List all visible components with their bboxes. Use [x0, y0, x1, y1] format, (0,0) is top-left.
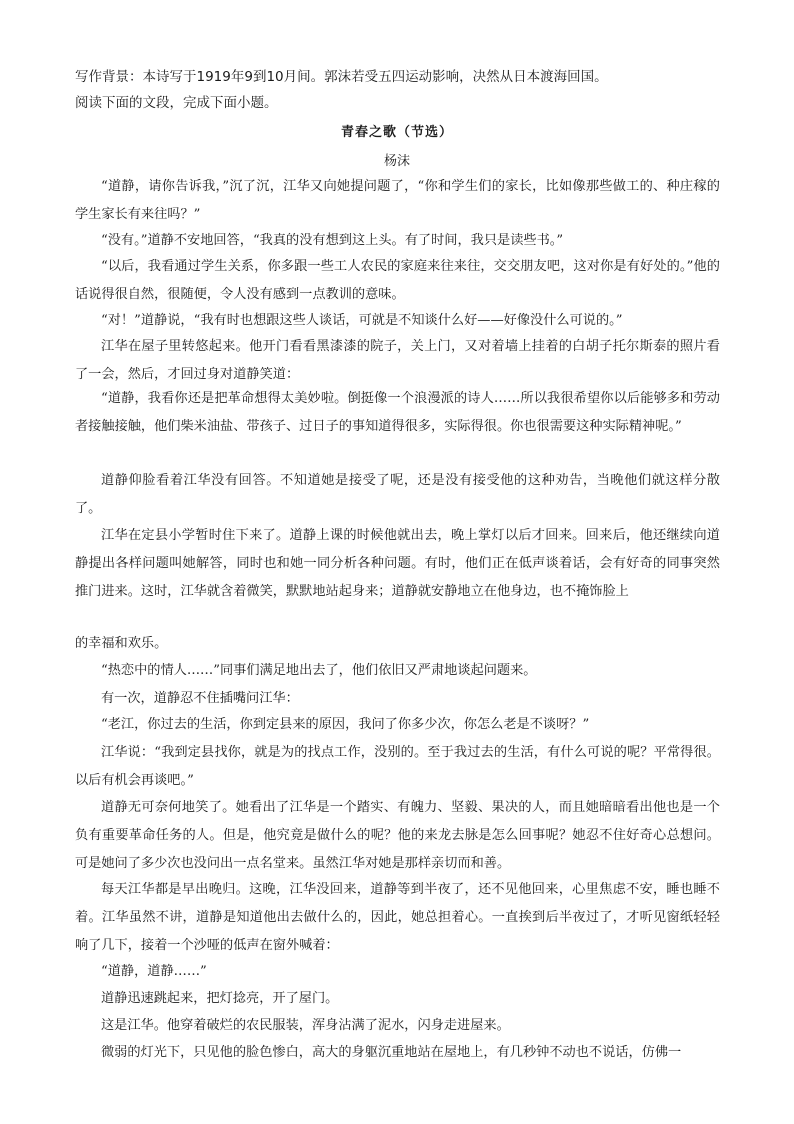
paragraph: 的幸福和欢乐。 — [75, 636, 168, 651]
paragraph: “热恋中的情人……”同事们满足地出去了，他们依旧又严肃地谈起问题来。 — [101, 663, 537, 678]
paragraph: 江华在定县小学暂时住下来了。道静上课的时候他就出去，晚上掌灯以后才回来。回来后，他还继续向道静提出各样问题叫她解答，同时也和她一同分析各种问题。有时，他们正在低声谈着话，会有好奇的同事突然推门进来。这时，江华就含着微笑，默默地站起身来；道静就安静地立在他身边，也不掩饰脸上 — [75, 528, 720, 599]
paragraph: “以后，我看通过学生关系，你多跟一些工人农民的家庭来往来往，交交朋友吧，这对你是有好处的。”他的话说得很自然，很随便，令人没有感到一点教训的意味。 — [75, 259, 720, 302]
article-author: 杨沫 — [383, 154, 410, 169]
paragraph: 道静迅速跳起来，把灯捻亮，开了屋门。 — [101, 991, 339, 1006]
paragraph: 每天江华都是早出晚归。这晚，江华没回来，道静等到半夜了，还不见他回来，心里焦虑不安，睡也睡不着。江华虽然不讲，道静是知道他出去做什么的，因此，她总担着心。一直挨到后半夜过了，才听见窗纸轻轻响了几下，接着一个沙哑的低声在窗外喊着： — [75, 882, 720, 953]
paragraph: 江华说：“我到定县找你，就是为的找点工作，没别的。至于我过去的生活，有什么可说的呢？平常得很。以后有机会再谈吧。” — [75, 745, 720, 788]
paragraph: 江华在屋子里转悠起来。他开门看看黑漆漆的院子，关上门，又对着墙上挂着的白胡子托尔斯泰的照片看了一会，然后，才回过身对道静笑道： — [75, 339, 720, 382]
paragraph: 有一次，道静忍不住插嘴问江华： — [101, 691, 299, 706]
paragraph: 这是江华。他穿着破烂的农民服装，浑身沾满了泥水，闪身走进屋来。 — [101, 1018, 510, 1033]
paragraph: 道静仰脸看着江华没有回答。不知道她是接受了呢，还是没有接受他的这种劝告，当晚他们就这样分散了。 — [75, 473, 720, 516]
paragraph: 道静无可奈何地笑了。她看出了江华是一个踏实、有魄力、坚毅、果决的人，而且她暗暗看出他也是一个负有重要革命任务的人。但是，他究竟是做什么的呢？他的来龙去脉是怎么回事呢？她忍不住好奇心总想问。可是她问了多少次也没问出一点名堂来。虽然江华对她是那样亲切而和善。 — [75, 800, 720, 871]
article-title: 青春之歌（节选） — [340, 125, 453, 140]
paragraph: 微弱的灯光下，只见他的脸色惨白，高大的身躯沉重地站在屋地上，有几秒钟不动也不说话，仿佛一 — [101, 1045, 682, 1060]
instruction-text: 阅读下面的文段，完成下面小题。 — [75, 95, 278, 111]
paragraph: “没有。”道静不安地回答，“我真的没有想到这上头。有了时间，我只是读些书。” — [101, 233, 564, 248]
paragraph: “道静，请你告诉我，”沉了沉，江华又向她提问题了，“你和学生们的家长，比如像那些做工的、种庄稼的学生家长有来往吗？” — [75, 179, 720, 222]
paragraph: “对！”道静说，“我有时也想跟这些人谈话，可就是不知谈什么好——好像没什么可说的。” — [101, 313, 623, 328]
background-note: 写作背景：本诗写于1919年9到10月间。郭沫若受五四运动影响，决然从日本渡海回国。 — [75, 69, 608, 85]
paragraph: “道静，道静……” — [101, 964, 207, 979]
paragraph: “老江，你过去的生活，你到定县来的原因，我问了你多少次，你怎么老是不谈呀？” — [101, 717, 590, 732]
paragraph: “道静，我看你还是把革命想得太美妙啦。倒挺像一个浪漫派的诗人……所以我很希望你以后能够多和劳动者接触接触，他们柴米油盐、带孩子、过日子的事知道得很多，实际得很。你也很需要这种实际精神呢。” — [75, 391, 720, 434]
